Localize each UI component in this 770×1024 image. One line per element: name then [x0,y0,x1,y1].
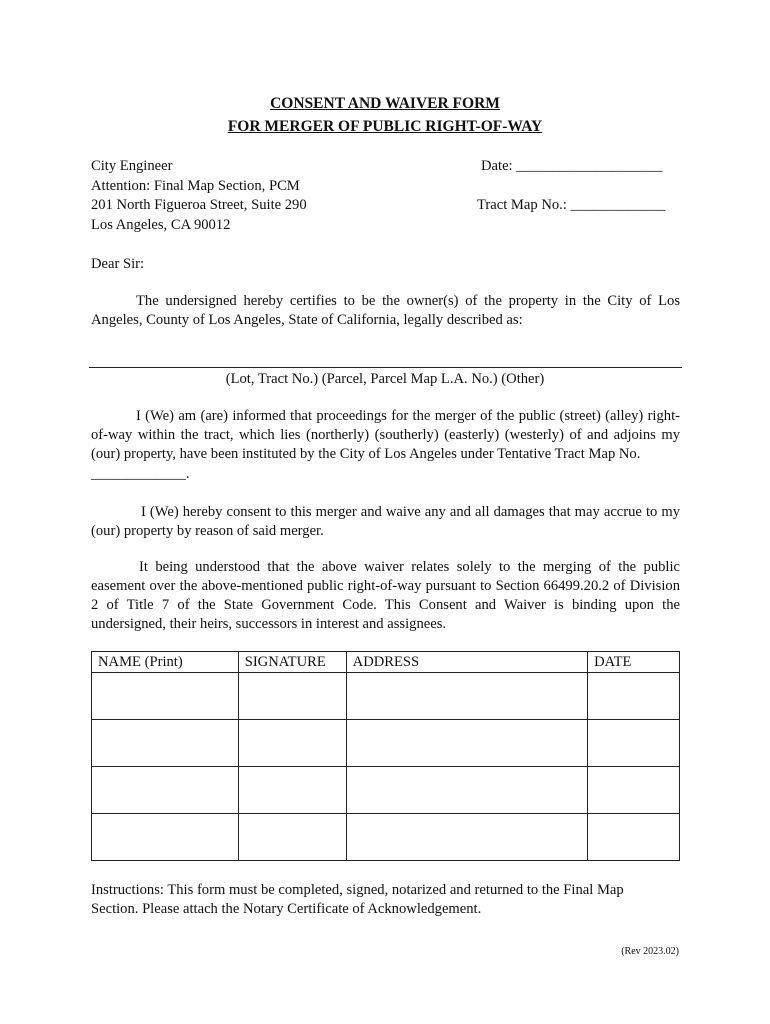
table-row [92,767,680,814]
legal-description-line[interactable] [89,367,682,368]
tract-map-blank[interactable]: _____________ [570,197,666,213]
addressee-block [91,157,307,235]
revision-label: (Rev 2023.02) [621,946,679,957]
addressee-line: City Engineer [91,158,173,174]
header-date: DATE [588,652,680,673]
tentative-tract-blank[interactable]: _____________. [91,466,190,482]
paragraph-understanding: It being understood that the above waiver relates solely to the merging of the public easement over the above-mentioned public right-of-way pursuant to Section 66499.20.2 of Division 2 of Title 7 of the State Government Code. This Consent and Waiver is binding upon the undersigned, their heirs, successors in interest and assignees. [91,559,680,632]
paragraph-ownership: The undersigned hereby certifies to be the owner(s) of the property in the City of Los Angeles, County of Los Angeles, State of California, legally described as: [91,293,680,328]
addressee-line: 201 North Figueroa Street, Suite 290 [91,197,307,213]
date-label: Date: [481,158,513,174]
paragraph-proceedings-text: I (We) am (are) informed that proceedings for the merger of the public (street) (alley) right-of-way within the tract, which lies (northerly) (southerly) (easterly) (westerly) of and adjoins my (our) property, have been instituted by the City of Los Angeles under Tentative Tract Map No. [91,408,680,462]
signature-cell[interactable] [238,673,346,720]
addressee-line: Los Angeles, CA 90012 [91,216,231,233]
name-cell[interactable] [92,673,239,720]
name-cell[interactable] [92,814,239,861]
table-header-row [92,652,680,673]
form-title-line2: FOR MERGER OF PUBLIC RIGHT-OF-WAY [227,118,543,135]
address-cell[interactable] [346,720,587,767]
table-row [92,673,680,720]
legal-description-caption: (Lot, Tract No.) (Parcel, Parcel Map L.A. No.) (Other) [225,371,545,387]
signature-cell[interactable] [238,720,346,767]
date-cell[interactable] [588,814,680,861]
instructions: Instructions: This form must be completed, signed, notarized and returned to the Final Map Section. Please attach the Notary Certificate of Acknowledgement. [91,882,624,917]
date-field[interactable] [481,157,662,176]
name-cell[interactable] [92,767,239,814]
date-cell[interactable] [588,673,680,720]
table-row [92,814,680,861]
date-cell[interactable] [588,720,680,767]
address-cell[interactable] [346,767,587,814]
address-cell[interactable] [346,814,587,861]
paragraph-consent: I (We) hereby consent to this merger and waive any and all damages that may accrue to my (our) property by reason of said merger. [91,504,680,539]
date-blank[interactable]: ____________________ [516,158,663,174]
paragraph-proceedings [91,407,680,464]
header-address: ADDRESS [346,652,587,673]
table-row [92,720,680,767]
date-cell[interactable] [588,767,680,814]
address-cell[interactable] [346,673,587,720]
tract-map-label: Tract Map No.: [477,197,567,213]
name-cell[interactable] [92,720,239,767]
signature-table [91,651,680,861]
signature-cell[interactable] [238,767,346,814]
addressee-line: Attention: Final Map Section, PCM [91,177,300,194]
salutation: Dear Sir: [91,256,145,272]
signature-cell[interactable] [238,814,346,861]
header-signature: SIGNATURE [238,652,346,673]
tract-map-field[interactable] [477,196,665,215]
form-title-line1: CONSENT AND WAIVER FORM [270,95,500,112]
header-name: NAME (Print) [92,652,239,673]
